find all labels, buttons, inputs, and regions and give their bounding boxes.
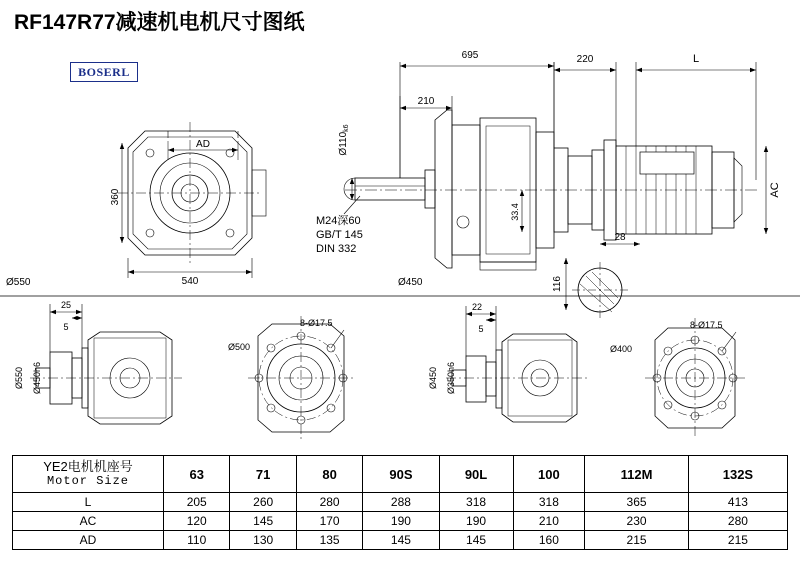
dim-220-label: 220 <box>576 54 594 65</box>
table-rowheader-AD: AD <box>13 531 164 550</box>
table-cell: 160 <box>513 531 585 550</box>
dia-450h6-label: Ø450h6 <box>32 361 42 395</box>
table-cell: 110 <box>164 531 230 550</box>
dim-AC-label: AC <box>769 182 781 198</box>
table-col-63: 63 <box>164 456 230 493</box>
holes-callout-1: 8-Ø17.5 <box>300 318 333 328</box>
flange-face-view <box>118 122 266 264</box>
table-cell: 288 <box>363 493 439 512</box>
flange-side-section-1 <box>30 332 182 424</box>
table-cell: 190 <box>363 512 439 531</box>
table-cell: 280 <box>296 493 362 512</box>
dia-450-label: Ø450 <box>428 366 438 390</box>
dim-AD-label: AD <box>196 139 210 150</box>
table-cell: 120 <box>164 512 230 531</box>
table-header-row <box>13 456 788 493</box>
bolt-circle-400-label: Ø400 <box>610 344 633 354</box>
table-cell: 215 <box>688 531 787 550</box>
table-cell: 260 <box>230 493 296 512</box>
motor-size-cn: YE2电机机座号 <box>43 458 133 474</box>
dia-550-label: Ø550 <box>14 366 24 390</box>
dim-695 <box>400 62 554 178</box>
dim-210-label: 210 <box>417 96 435 107</box>
dia-350h6-label: Ø350h6 <box>446 361 456 395</box>
table-rowheader-motorsize <box>13 456 164 493</box>
table-cell: 170 <box>296 512 362 531</box>
table-col-80: 80 <box>296 456 362 493</box>
table-rowheader-L: L <box>13 493 164 512</box>
table-rowheader-AC: AC <box>13 512 164 531</box>
dim-25-label: 25 <box>60 300 72 310</box>
dim-116 <box>564 258 568 310</box>
table-cell: 210 <box>513 512 585 531</box>
thread-note-line2: GB/T 145 <box>316 229 363 241</box>
logo-text: BOSERL <box>78 64 130 79</box>
dim-360-label: 360 <box>110 188 121 206</box>
table-col-90L: 90L <box>439 456 513 493</box>
dim-695-label: 695 <box>461 50 479 61</box>
table-row <box>13 531 788 550</box>
shaft-dia-label: $Ø110_{k6}$ <box>338 124 350 156</box>
spec-table <box>12 455 788 550</box>
table-cell: 215 <box>585 531 689 550</box>
table-cell: 145 <box>230 512 296 531</box>
dim-5-label-right: 5 <box>478 324 484 334</box>
holes-callout-2: 8-Ø17.5 <box>690 320 723 330</box>
dim-220 <box>554 62 616 148</box>
table-cell: 190 <box>439 512 513 531</box>
table-cell: 318 <box>513 493 585 512</box>
dim-22-label: 22 <box>471 302 483 312</box>
flange-550-label: Ø550 <box>6 277 31 288</box>
table-row <box>13 493 788 512</box>
table-col-71: 71 <box>230 456 296 493</box>
dim-L-label: L <box>692 53 700 65</box>
shaft-section-detail <box>572 262 628 318</box>
table-col-132S: 132S <box>688 456 787 493</box>
dim-5-label-left: 5 <box>63 322 69 332</box>
table-cell: 145 <box>439 531 513 550</box>
flange-face-view-4 <box>645 318 745 438</box>
table-col-112M: 112M <box>585 456 689 493</box>
table-col-100: 100 <box>513 456 585 493</box>
table-cell: 135 <box>296 531 362 550</box>
page-title: RF147R77减速机电机尺寸图纸 <box>14 11 305 34</box>
dim-AC <box>764 146 768 234</box>
table-cell: 365 <box>585 493 689 512</box>
bolt-circle-500-label: Ø500 <box>228 342 251 352</box>
table-col-90S: 90S <box>363 456 439 493</box>
flange-450-label: Ø450 <box>398 277 423 288</box>
table-row <box>13 512 788 531</box>
dim-33-4 <box>520 190 524 232</box>
table-cell: 318 <box>439 493 513 512</box>
dim-shaft-dia <box>350 178 354 200</box>
table-cell: 130 <box>230 531 296 550</box>
thread-note-line3: DIN 332 <box>316 243 357 255</box>
dim-28-label: 28 <box>614 232 626 243</box>
table-cell: 280 <box>688 512 787 531</box>
table-cell: 230 <box>585 512 689 531</box>
flange-face-view-2 <box>248 316 354 440</box>
dim-210 <box>400 96 452 178</box>
dim-540-label: 540 <box>181 276 199 287</box>
dim-116-label: 116 <box>552 276 563 292</box>
motor-size-en: Motor Size <box>46 473 129 488</box>
table-cell: 145 <box>363 531 439 550</box>
table-cell: 205 <box>164 493 230 512</box>
table-cell: 413 <box>688 493 787 512</box>
dim-33-4-label: 33.4 <box>510 203 520 221</box>
assembly-side-view <box>344 110 760 270</box>
flange-side-section-2 <box>446 334 588 422</box>
thread-note-line1: M24深60 <box>316 215 361 227</box>
